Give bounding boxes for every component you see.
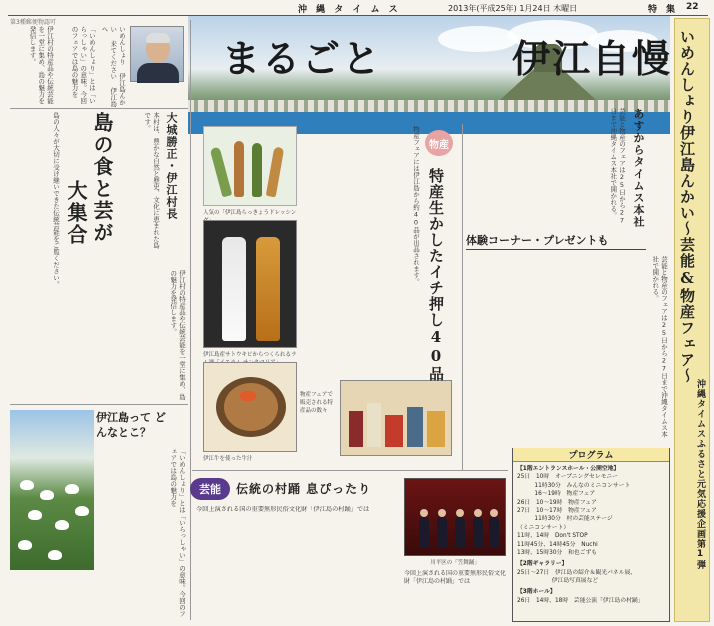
program-row: 11時30分 みんなのミニコンサート (517, 482, 631, 489)
right-body-top: 芸能と物産のフェアは25日から27日まで沖縄タイムス本社で開かれる。 (609, 108, 626, 225)
left-body-col2: 「いめんしょり」とは「いらっしゃい」の意味。今回のフェアでは島の魅力を (70, 26, 96, 104)
program-row: 27日 10〜17時 物産フェア (517, 507, 597, 514)
program-row: 26日 14時、18時 芸能公演「伊江島の村踊」 (517, 597, 644, 604)
left-body-b: 島の人々が大切に受け継いできた伝統芸能をご覧ください。 (52, 112, 60, 288)
program-row: 26日 10〜19時 物産フェア (517, 499, 597, 506)
middle-body: 物産フェアには伊江島から約40品が出品されます。 (412, 126, 420, 285)
mayor-portrait (130, 26, 184, 82)
program-row: 25日〜27日 伊江島の紹介＆観光パネル展、 (517, 569, 637, 576)
rum-photo (203, 220, 297, 348)
issue-date: 2013年(平成25年) 1月24日 木曜日 (448, 4, 578, 13)
caption-dance: 川平区の「笠舞踊」 (430, 560, 480, 566)
products-photo (340, 380, 452, 456)
headline-main-2: 大集合 (64, 180, 88, 246)
caption-rum: 伊江島産サトウキビからつくられるラ (203, 352, 297, 358)
page-number: 22 (686, 2, 699, 12)
program-row: 11時30分 村の芸能ステージ (517, 516, 613, 523)
dressing-photo (203, 126, 297, 206)
banner-title: いめんしょり伊江島んかい〜芸能&物産フェア〜 (678, 29, 696, 384)
beef-soup-photo (203, 362, 297, 452)
section-label: 特 集 (648, 5, 676, 15)
left-body-c: 伊江村の特産品や伝統芸能を一堂に集め、島の魅力を発信します。 (169, 270, 186, 400)
geino-body-2: 今回上演される国の重要無形民俗文化財「伊江島の村踊」では (404, 570, 507, 586)
program-row: 25日 10時 オープニングセレモニー (517, 474, 619, 481)
badge-sanbutsu: 物産 (425, 130, 453, 156)
right-subhead: あすからタイムス本社 (632, 108, 645, 228)
badge-geino: 芸能 (190, 478, 230, 500)
hero-title-left: まるごと (222, 36, 383, 81)
headline-geino: 伝統の村踊 息ぴったり (236, 482, 372, 496)
left-body-a: 本村は、豊かな自然と歴史、文化に恵まれた島です。 (143, 112, 160, 249)
postal-note: 第3種郵便物認可 (10, 19, 56, 26)
page-header (8, 2, 708, 16)
headline-main-1: 島の食と芸が (90, 112, 114, 244)
caption-beef-soup: 伊江牛を使った牛汁 (203, 456, 253, 462)
program-row: 13時、15時30分 和也ごずも (517, 549, 598, 556)
paper-name: 沖 縄 タ イ ム ス (298, 5, 401, 15)
banner-subtitle: 沖縄タイムスふるさと元気応援企画第1弾 (695, 379, 705, 570)
program-box (512, 448, 670, 622)
caption-dressing: 人気の「伊江島らっきょうドレッシン (203, 210, 297, 216)
left-body-col3: 伊江村の特産品や伝統芸能を一堂に集め、島の魅力を発信します。 (28, 26, 54, 104)
right-body-mid: 芸能と物産のフェアは25日から27日まで沖縄タイムス本社で開かれる。 (651, 256, 668, 438)
program-mini: （ミニコンサート） (517, 524, 570, 531)
program-room: 【3階ホール】 (517, 589, 556, 596)
caption-products: 物産フェアで販売される特産品の数々 (300, 392, 334, 414)
program-row: 11時、14時 Don't STOP (517, 533, 588, 540)
program-row: 16〜19時 物産フェア (517, 491, 596, 498)
program-gallery: 【2階ギャラリー】 (517, 561, 568, 568)
program-hall1: 【1階エントランスホール・公開空地】 (517, 466, 620, 472)
byline: 大城勝正・伊江村長 (165, 112, 178, 220)
left-body-col1: いめんしょり 伊江島んかい 来てください 伊江島へ (100, 26, 126, 107)
geino-body: 今回上演される国の重要無形民俗文化財「伊江島の村踊」では (196, 506, 370, 513)
taiken-headline: 体験コーナー・プレゼントも (466, 232, 646, 250)
lily-caption: 伊江島って どんなとこ？ (96, 411, 166, 440)
hero-title-right: 伊江自慢 (512, 36, 673, 81)
program-title: プログラム (513, 448, 669, 462)
dance-photo (404, 478, 506, 556)
feature-banner (674, 18, 710, 622)
headline-sanbutsu: 特産生かしたイチ押し40品 (427, 168, 445, 382)
program-row: 11時45分、14時45分 Nuchi (517, 541, 598, 548)
lily-photo (10, 410, 94, 570)
left-body-d: 「いめんしょり」とは「いらっしゃい」の意味。今回のフェアでは島の魅力を (169, 448, 186, 617)
program-row: 伊江島写真展など (517, 578, 599, 585)
